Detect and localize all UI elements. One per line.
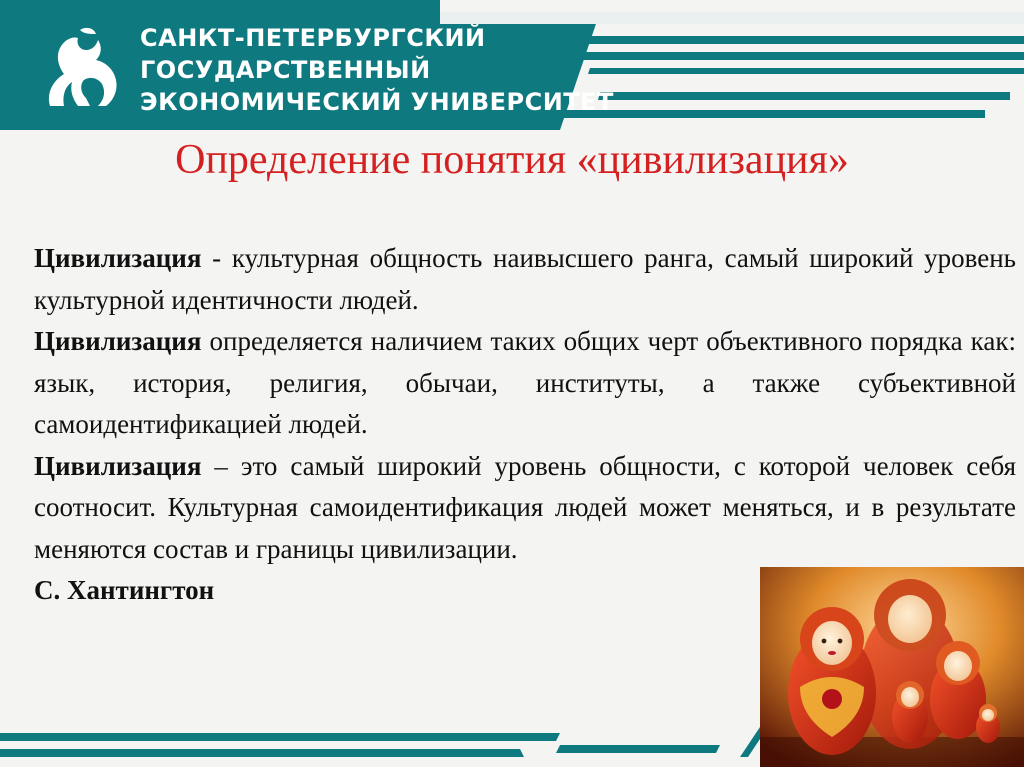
definition-term: Цивилизация bbox=[34, 243, 202, 273]
matryoshka-dolls-image bbox=[760, 567, 1024, 767]
university-name-line-1: САНКТ-ПЕТЕРБУРГСКИЙ bbox=[140, 24, 486, 52]
small-doll bbox=[892, 681, 928, 743]
university-name bbox=[140, 22, 614, 118]
definition-term: Цивилизация bbox=[34, 326, 202, 356]
definition-text: – это самый широкий уровень общности, с которой человек себя соотносит. Культурная самоидентификация людей может меняться, и в результате меняются состав и границы цивилизации. bbox=[34, 450, 1016, 564]
definition-text: - культурная общность наивысшего ранга, самый широкий уровень культурной идентичности людей. bbox=[34, 243, 1016, 315]
slide-title: Определение понятия «цивилизация» bbox=[175, 137, 849, 183]
definition-term: Цивилизация bbox=[34, 450, 202, 481]
slide-body bbox=[34, 238, 1016, 612]
author-attribution: С. Хантингтон bbox=[34, 575, 215, 605]
definition-paragraph-2 bbox=[34, 321, 1016, 446]
university-header-banner bbox=[0, 0, 1024, 140]
definition-paragraph-1 bbox=[34, 238, 1016, 321]
university-name-line-3: ЭКОНОМИЧЕСКИЙ УНИВЕРСИТЕТ bbox=[140, 88, 614, 116]
university-name-line-2: ГОСУДАРСТВЕННЫЙ bbox=[140, 56, 431, 84]
definition-paragraph-3 bbox=[34, 446, 1016, 571]
griffin-logo-icon bbox=[36, 22, 126, 114]
smallest-doll bbox=[976, 704, 1000, 743]
definition-text: определяется наличием таких общих черт объективного порядка как: язык, история, религия, обычаи, институты, а также субъективной самоидентификацией людей. bbox=[34, 326, 1016, 439]
